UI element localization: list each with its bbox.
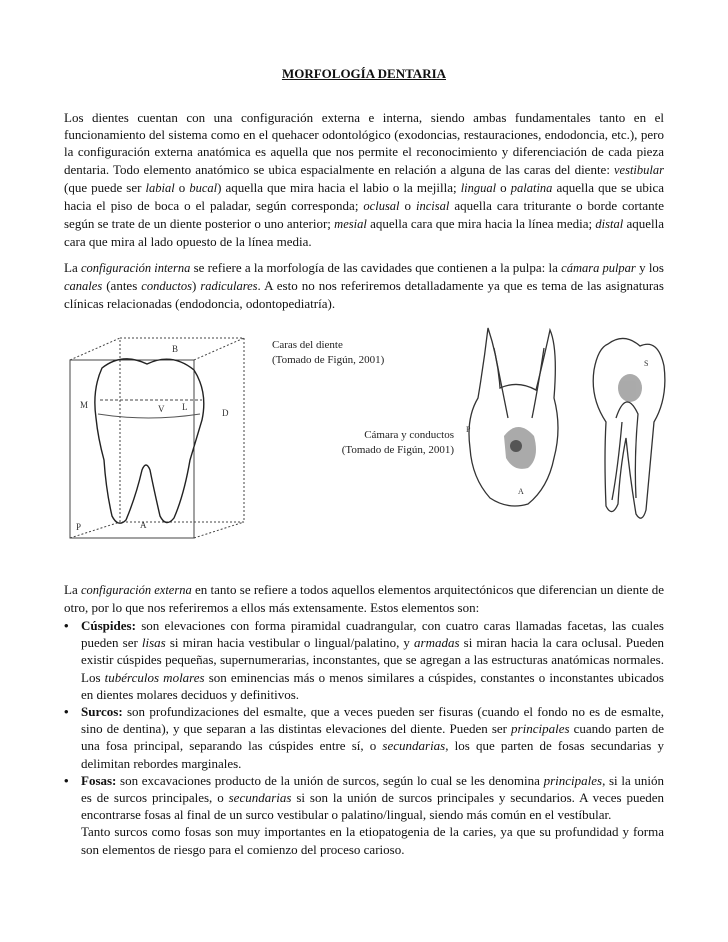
caption-source: (Tomado de Figún, 2001) [341, 444, 454, 456]
text: aquella que se ubica hacia el piso de boca o el paladar, según corresponda; [64, 179, 665, 214]
text: (antes [102, 278, 142, 294]
svg-text:L: L [182, 402, 188, 412]
svg-text:A: A [140, 520, 147, 530]
text: aquella cara que mira al lado opuesto de la línea media. [64, 216, 664, 250]
term: mesial [334, 217, 367, 232]
list-item-surcos [64, 703, 664, 772]
figure-caption-2 [336, 428, 454, 458]
text: si son la unión de surcos principales y secundarios. A veces pueden encontrarse fosas al final de un surco vestibular o palatino/lingual, siendo más común en el vestíbular. [81, 790, 664, 823]
term: principales [543, 772, 603, 788]
svg-text:P: P [466, 425, 471, 434]
text: aquella cara que mira hacia la línea media; [366, 216, 596, 232]
term: conductos [141, 279, 192, 294]
term: palatina [510, 180, 553, 195]
external-config-paragraph [64, 581, 664, 616]
text: se refiere a la morfología de las cavidades que contienen a la pulpa: la [190, 260, 562, 275]
item-label: Cúspides: [81, 618, 136, 633]
text: son excavaciones producto de la unión de surcos, según lo cual se les denomina [116, 772, 544, 788]
text: , si la unión es de surcos principales, o [81, 772, 664, 806]
term: lisas [141, 635, 166, 651]
svg-text:A: A [518, 487, 524, 496]
term: incisal [416, 199, 450, 214]
tooth-faces-figure [62, 330, 252, 542]
text: La [64, 260, 81, 275]
term: armadas [414, 635, 460, 651]
text: ) [191, 278, 201, 294]
page-title: MORFOLOGÍA DENTARIA [281, 66, 447, 81]
internal-config-paragraph [64, 259, 664, 313]
term: canales [64, 279, 103, 294]
text: Los dientes cuentan con una configuración externa e interna, siendo ambas fundamentales tanto en el funcionamiento del sistema como en el quehacer odontológico (exodoncias, restauraciones, endodoncia, etc.), pero la configuración externa anatómica es aquella que nos permite el reconocimiento y diferenciación de cada pieza dentaria. Todo elemento anatómico se ubica espacialmente en relación a alguna de las caras del diente: [64, 110, 664, 177]
term: radiculares [200, 279, 258, 294]
item-label: Surcos: [81, 704, 123, 720]
text: son profundizaciones del esmalte, que a veces pueden ser fisuras (cuando el fondo no es de esmalte, sino de dentina), y que separan a las distintas elevaciones del diente. Pueden ser [81, 704, 664, 737]
svg-text:D: D [222, 408, 229, 418]
term: vestibular [614, 162, 664, 177]
text: y los [635, 260, 664, 275]
text: en tanto se refiere a todos aquellos elementos arquitectónicos que diferencian un diente de otro, por lo que nos referiremos a ellos más extensamente. Estos elementos son: [64, 582, 664, 616]
list-item-fosas [64, 772, 664, 858]
text: si miran hacia la cara oclusal. Pueden existir cúspides pequeñas, supernumerarias, inconstantes, que se agregan a las estructuras anatómicas normales. Los [81, 635, 664, 685]
svg-text:M: M [80, 400, 89, 410]
caption-text: Cámara y conductos [364, 429, 454, 441]
term: tubérculos molares [104, 669, 205, 685]
term: configuración externa [80, 583, 192, 597]
term: secundarias [228, 790, 292, 806]
text: cuando parten de una fosa principal, separando las cúspides entre sí, o [81, 721, 664, 754]
item-label: Fosas: [81, 772, 117, 788]
label-m-top: B [172, 344, 179, 354]
term: configuración interna [80, 261, 191, 275]
bullet-icon: • [64, 618, 69, 633]
term: principales [511, 721, 570, 737]
text: ) aquella que mira hacia el labio o la mejilla; [217, 179, 461, 195]
bullet-icon: • [64, 704, 69, 720]
text: aquella cara triturante o borde cortante según se trate de un diente posterior o uno anterior; [64, 198, 665, 232]
figure-caption-1 [272, 338, 384, 368]
svg-text:V: V [158, 404, 165, 414]
bullet-icon: • [64, 772, 69, 788]
term: bucal [189, 180, 218, 195]
text: o [399, 198, 416, 214]
caption-text: Caras del diente [272, 339, 343, 351]
text: o [496, 179, 511, 195]
term: distal [595, 217, 624, 232]
term: oclusal [363, 199, 400, 214]
caption-source: (Tomado de Figún, 2001) [272, 354, 385, 366]
text: si miran hacia vestibular o lingual/palatino, y [165, 635, 415, 651]
svg-text:P: P [76, 522, 82, 532]
text: son elevaciones con forma piramidal cuadrangular, con cuatro caras llamadas facetas, las cuales pueden ser [81, 618, 664, 651]
list-item-cuspides [64, 617, 664, 703]
term: labial [145, 180, 175, 195]
intro-paragraph [64, 109, 664, 251]
text: , los que parten de fosas secundarias y delimitan rebordes marginales. [81, 738, 664, 771]
term: secundarias [382, 738, 446, 754]
text: La [64, 582, 81, 597]
text: Tanto surcos como fosas son muy importantes en la etiopatogenia de la caries, ya que su profundidad y forma son elementos de riesgo para el comienzo del proceso carioso. [81, 824, 664, 857]
pulp-chamber-figure [458, 318, 670, 548]
text: (que puede ser [64, 179, 146, 195]
text: . A esto no nos referiremos detalladamente ya que es tema de las asignaturas clínicas relacionadas (endodoncia, odontopediatría). [64, 278, 664, 312]
text: o [174, 179, 190, 195]
text: son eminencias más o menos similares a cúspides, constantes o inconstantes ubicados en dientes molares deciduos y definitivos. [81, 669, 664, 702]
elements-list [64, 617, 664, 858]
term: cámara pulpar [561, 261, 636, 275]
svg-text:S: S [644, 359, 649, 368]
term: lingual [460, 180, 497, 195]
